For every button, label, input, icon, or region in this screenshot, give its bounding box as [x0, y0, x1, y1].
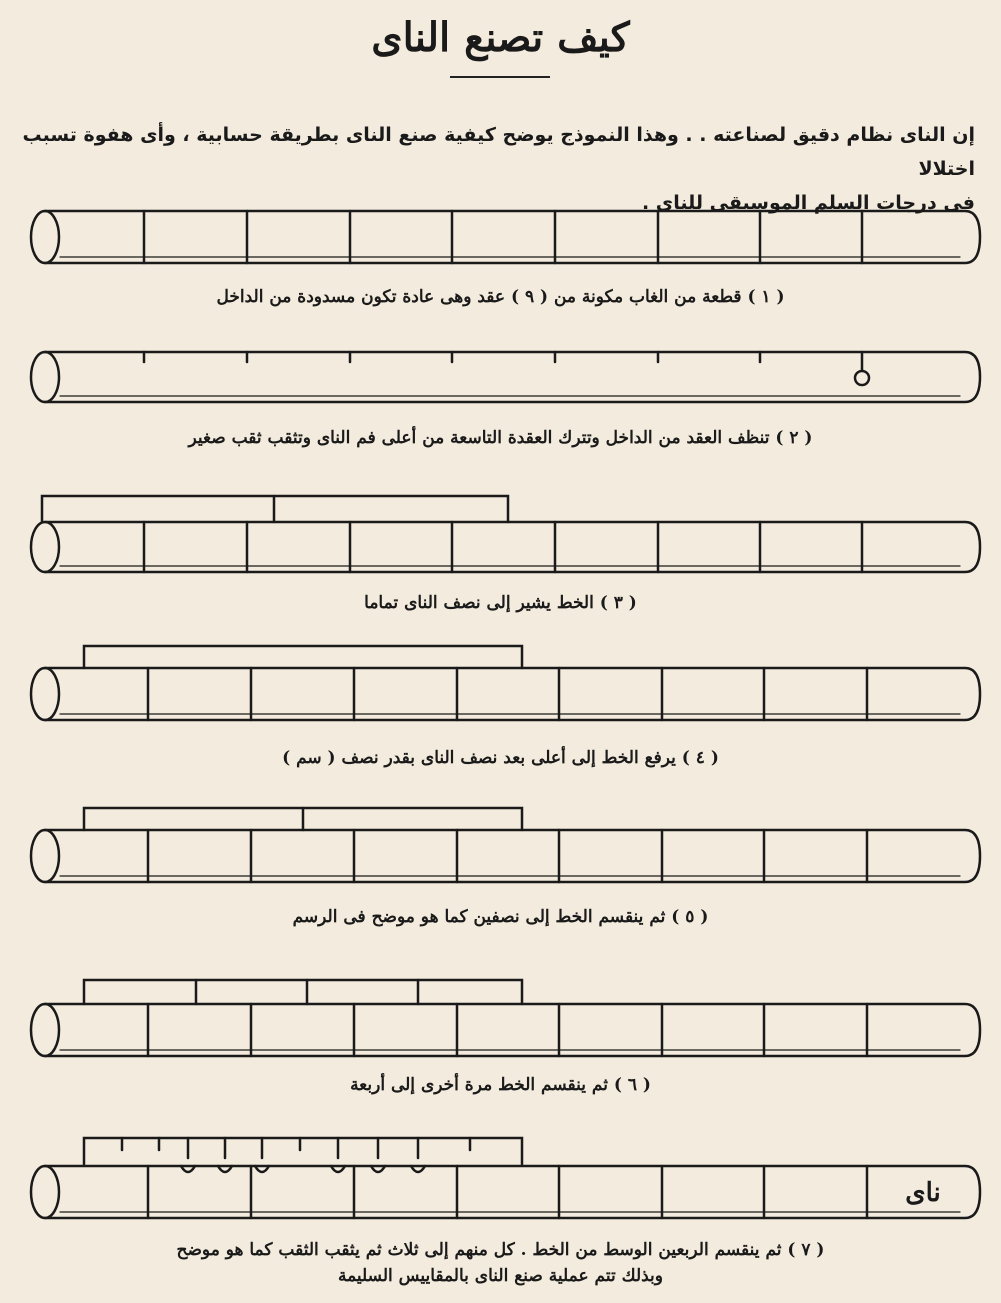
diagram-6-reed	[31, 980, 980, 1056]
step-7-caption-line-2: وبذلك تتم عملية صنع الناى بالمقاييس السليمة	[337, 1266, 664, 1286]
step-2-caption: ( ٢ ) تنظف العقد من الداخل وتترك العقدة التاسعة من أعلى فم الناى وتثقب ثقب صغير	[188, 428, 813, 448]
diagram-3-reed	[31, 496, 980, 572]
diagram-1-node-lines	[144, 211, 862, 263]
intro-line-2: فى درجات السلم الموسيقى للناى .	[641, 192, 975, 214]
step-3-caption: ( ٣ ) الخط يشير إلى نصف الناى تماما	[364, 593, 637, 613]
nay-label: ناى	[905, 1178, 941, 1208]
step-1-caption: ( ١ ) قطعة من الغاب مكونة من ( ٩ ) عقد وهى عادة تكون مسدودة من الداخل	[216, 287, 785, 307]
small-hole-icon	[855, 371, 869, 385]
step-7-caption: ( ٧ ) ثم ينقسم الربعين الوسط من الخط . كل منهم إلى ثلاث ثم يثقب الثقب كما هو موضح	[176, 1240, 825, 1260]
diagram-2-reed	[31, 352, 980, 402]
diagram-2-node-ticks	[144, 352, 862, 370]
step-6-caption: ( ٦ ) ثم ينقسم الخط مرة أخرى إلى أربعة	[350, 1075, 651, 1095]
step-5-caption: ( ٥ ) ثم ينقسم الخط إلى نصفين كما هو موضح فى الرسم	[292, 907, 709, 927]
diagram-7-reed	[31, 1138, 980, 1218]
intro-line-1: إن الناى نظام دقيق لصناعته . . وهذا النموذج يوضح كيفية صنع الناى بطريقة حسابية ، وأى هفوة تسبب اختلالا	[22, 124, 975, 180]
page-title: كيف تصنع الناى	[371, 14, 630, 61]
step-4-caption: ( ٤ ) يرفع الخط إلى أعلى بعد نصف الناى بقدر نصف ( سم )	[282, 748, 719, 768]
diagram-4-reed	[31, 646, 980, 720]
diagram-5-reed	[31, 808, 980, 882]
diagram-1-reed	[31, 211, 980, 263]
